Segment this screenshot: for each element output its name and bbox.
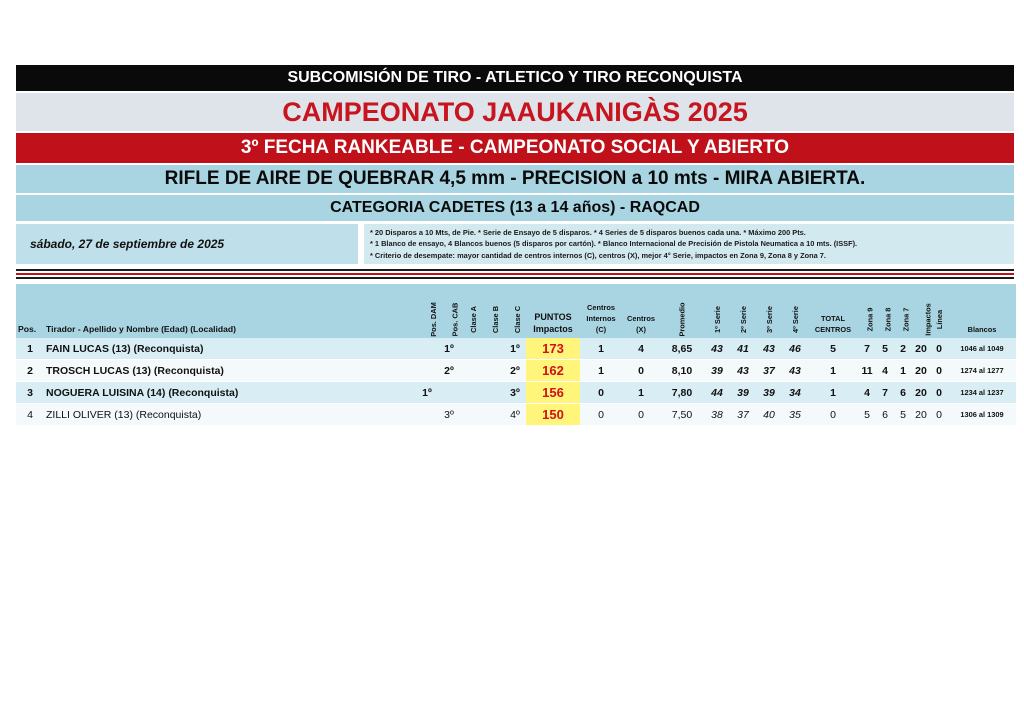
col-zona-9: Zona 9: [858, 284, 876, 338]
impactos: 20: [912, 404, 930, 426]
serie-3: 40: [756, 404, 782, 426]
impactos: 20: [912, 360, 930, 382]
clase-c: 1º: [504, 338, 526, 360]
clase-a: [460, 360, 482, 382]
col-blancos: Blancos: [948, 284, 1016, 338]
col-centros-internos: Centros Internos (C): [580, 284, 622, 338]
serie-2: 41: [730, 338, 756, 360]
col-total-centros: TOTAL CENTROS: [808, 284, 858, 338]
col-centros-x: Centros (X): [622, 284, 660, 338]
col-zona-7: Zona 7: [894, 284, 912, 338]
centros-internos: 1: [580, 338, 622, 360]
promedio: 8,10: [660, 360, 704, 382]
clase-c: 4º: [504, 404, 526, 426]
serie-2: 39: [730, 382, 756, 404]
row-pos: 3: [16, 382, 44, 404]
centros-x: 0: [622, 360, 660, 382]
zona-9: 7: [858, 338, 876, 360]
row-pos: 2: [16, 360, 44, 382]
centros-internos: 1: [580, 360, 622, 382]
serie-1: 38: [704, 404, 730, 426]
col-zona-8: Zona 8: [876, 284, 894, 338]
serie-1: 44: [704, 382, 730, 404]
col-pos-cab: Pos. CAB: [438, 284, 460, 338]
serie-3: 43: [756, 338, 782, 360]
championship-title: CAMPEONATO JAAUKANIGÀS 2025: [16, 93, 1014, 131]
shooter-name: FAIN LUCAS (13) (Reconquista): [44, 338, 416, 360]
pos-cab: 2º: [438, 360, 460, 382]
promedio: 7,80: [660, 382, 704, 404]
zona-7: 6: [894, 382, 912, 404]
zona-8: 6: [876, 404, 894, 426]
zona-9: 11: [858, 360, 876, 382]
clase-b: [482, 360, 504, 382]
col-serie-3: 3º Serie: [756, 284, 782, 338]
zona-9: 4: [858, 382, 876, 404]
centros-x: 0: [622, 404, 660, 426]
table-row: [16, 360, 1016, 382]
subcommission-banner: SUBCOMISIÓN DE TIRO - ATLETICO Y TIRO RECONQUISTA: [16, 65, 1014, 91]
shooter-name: NOGUERA LUISINA (14) (Reconquista): [44, 382, 416, 404]
promedio: 7,50: [660, 404, 704, 426]
row-pos: 1: [16, 338, 44, 360]
clase-a: [460, 338, 482, 360]
total-centros: 1: [808, 382, 858, 404]
col-impactos: Impactos: [912, 284, 930, 338]
rules-note: * 1 Blanco de ensayo, 4 Blancos buenos (5 disparos por cartón). * Blanco Internacional de Precisión de Pistola Neumatica a 10 mts. (ISSF).: [370, 239, 858, 249]
clase-a: [460, 404, 482, 426]
linea: 0: [930, 360, 948, 382]
serie-1: 39: [704, 360, 730, 382]
serie-3: 37: [756, 360, 782, 382]
category-banner: CATEGORIA CADETES (13 a 14 años) - RAQCAD: [16, 195, 1014, 221]
divider-line: [16, 269, 1014, 271]
promedio: 8,65: [660, 338, 704, 360]
discipline-banner: RIFLE DE AIRE DE QUEBRAR 4,5 mm - PRECISION a 10 mts - MIRA ABIERTA.: [16, 165, 1014, 193]
blancos: 1274 al 1277: [948, 360, 1016, 382]
puntos-value: 173: [526, 338, 580, 360]
col-linea: Línea: [930, 284, 948, 338]
table-row: [16, 338, 1016, 360]
centros-x: 4: [622, 338, 660, 360]
rules-note: * 20 Disparos a 10 Mts, de Pie. * Serie de Ensayo de 5 disparos. * 4 Series de 5 disparos buenos cada una. * Máximo 200 Pts.: [370, 228, 806, 237]
clase-b: [482, 382, 504, 404]
clase-b: [482, 338, 504, 360]
clase-c: 2º: [504, 360, 526, 382]
serie-3: 39: [756, 382, 782, 404]
col-clase-c: Clase C: [504, 284, 526, 338]
rules-note: * Criterio de desempate: mayor cantidad de centros internos (C), centros (X), mejor 4° Serie, impactos en Zona 9, Zona 8 y Zona 7.: [370, 250, 826, 260]
pos-dam: [416, 404, 438, 426]
pos-cab: [438, 382, 460, 404]
results-sheet: [16, 65, 1014, 426]
divider-line: [16, 273, 1014, 275]
centros-x: 1: [622, 382, 660, 404]
zona-8: 5: [876, 338, 894, 360]
shooter-name: ZILLI OLIVER (13) (Reconquista): [44, 404, 416, 426]
pos-dam: [416, 360, 438, 382]
serie-2: 43: [730, 360, 756, 382]
info-row: [16, 224, 1014, 264]
table-row: [16, 404, 1016, 426]
results-table: [16, 284, 1016, 426]
rules-notes: [364, 224, 1014, 264]
clase-a: [460, 382, 482, 404]
total-centros: 1: [808, 360, 858, 382]
serie-4: 43: [782, 360, 808, 382]
zona-8: 7: [876, 382, 894, 404]
blancos: 1234 al 1237: [948, 382, 1016, 404]
total-centros: 0: [808, 404, 858, 426]
zona-8: 4: [876, 360, 894, 382]
table-header-row: [16, 284, 1016, 338]
zona-7: 5: [894, 404, 912, 426]
table-row: [16, 382, 1016, 404]
puntos-value: 156: [526, 382, 580, 404]
col-clase-a: Clase A: [460, 284, 482, 338]
pos-cab: 3º: [438, 404, 460, 426]
pos-dam: 1º: [416, 382, 438, 404]
event-date: sábado, 27 de septiembre de 2025: [16, 224, 358, 264]
serie-4: 35: [782, 404, 808, 426]
zona-9: 5: [858, 404, 876, 426]
divider-line: [16, 277, 1014, 279]
row-pos: 4: [16, 404, 44, 426]
col-clase-b: Clase B: [482, 284, 504, 338]
pos-cab: 1º: [438, 338, 460, 360]
serie-4: 46: [782, 338, 808, 360]
impactos: 20: [912, 382, 930, 404]
total-centros: 5: [808, 338, 858, 360]
col-pos-dam: Pos. DAM: [416, 284, 438, 338]
linea: 0: [930, 338, 948, 360]
shooter-name: TROSCH LUCAS (13) (Reconquista): [44, 360, 416, 382]
blancos: 1046 al 1049: [948, 338, 1016, 360]
linea: 0: [930, 382, 948, 404]
centros-internos: 0: [580, 382, 622, 404]
col-shooter: Tirador - Apellido y Nombre (Edad) (Localidad): [44, 284, 416, 338]
puntos-value: 150: [526, 404, 580, 426]
clase-b: [482, 404, 504, 426]
blancos: 1306 al 1309: [948, 404, 1016, 426]
serie-4: 34: [782, 382, 808, 404]
col-serie-2: 2º Serie: [730, 284, 756, 338]
col-promedio: Promedio: [660, 284, 704, 338]
pos-dam: [416, 338, 438, 360]
col-serie-1: 1º Serie: [704, 284, 730, 338]
linea: 0: [930, 404, 948, 426]
serie-2: 37: [730, 404, 756, 426]
puntos-value: 162: [526, 360, 580, 382]
col-serie-4: 4º Serie: [782, 284, 808, 338]
col-puntos: PUNTOS Impactos: [526, 284, 580, 338]
impactos: 20: [912, 338, 930, 360]
serie-1: 43: [704, 338, 730, 360]
round-banner: 3º FECHA RANKEABLE - CAMPEONATO SOCIAL Y ABIERTO: [16, 133, 1014, 163]
clase-c: 3º: [504, 382, 526, 404]
col-pos: Pos.: [16, 284, 44, 338]
zona-7: 1: [894, 360, 912, 382]
centros-internos: 0: [580, 404, 622, 426]
zona-7: 2: [894, 338, 912, 360]
